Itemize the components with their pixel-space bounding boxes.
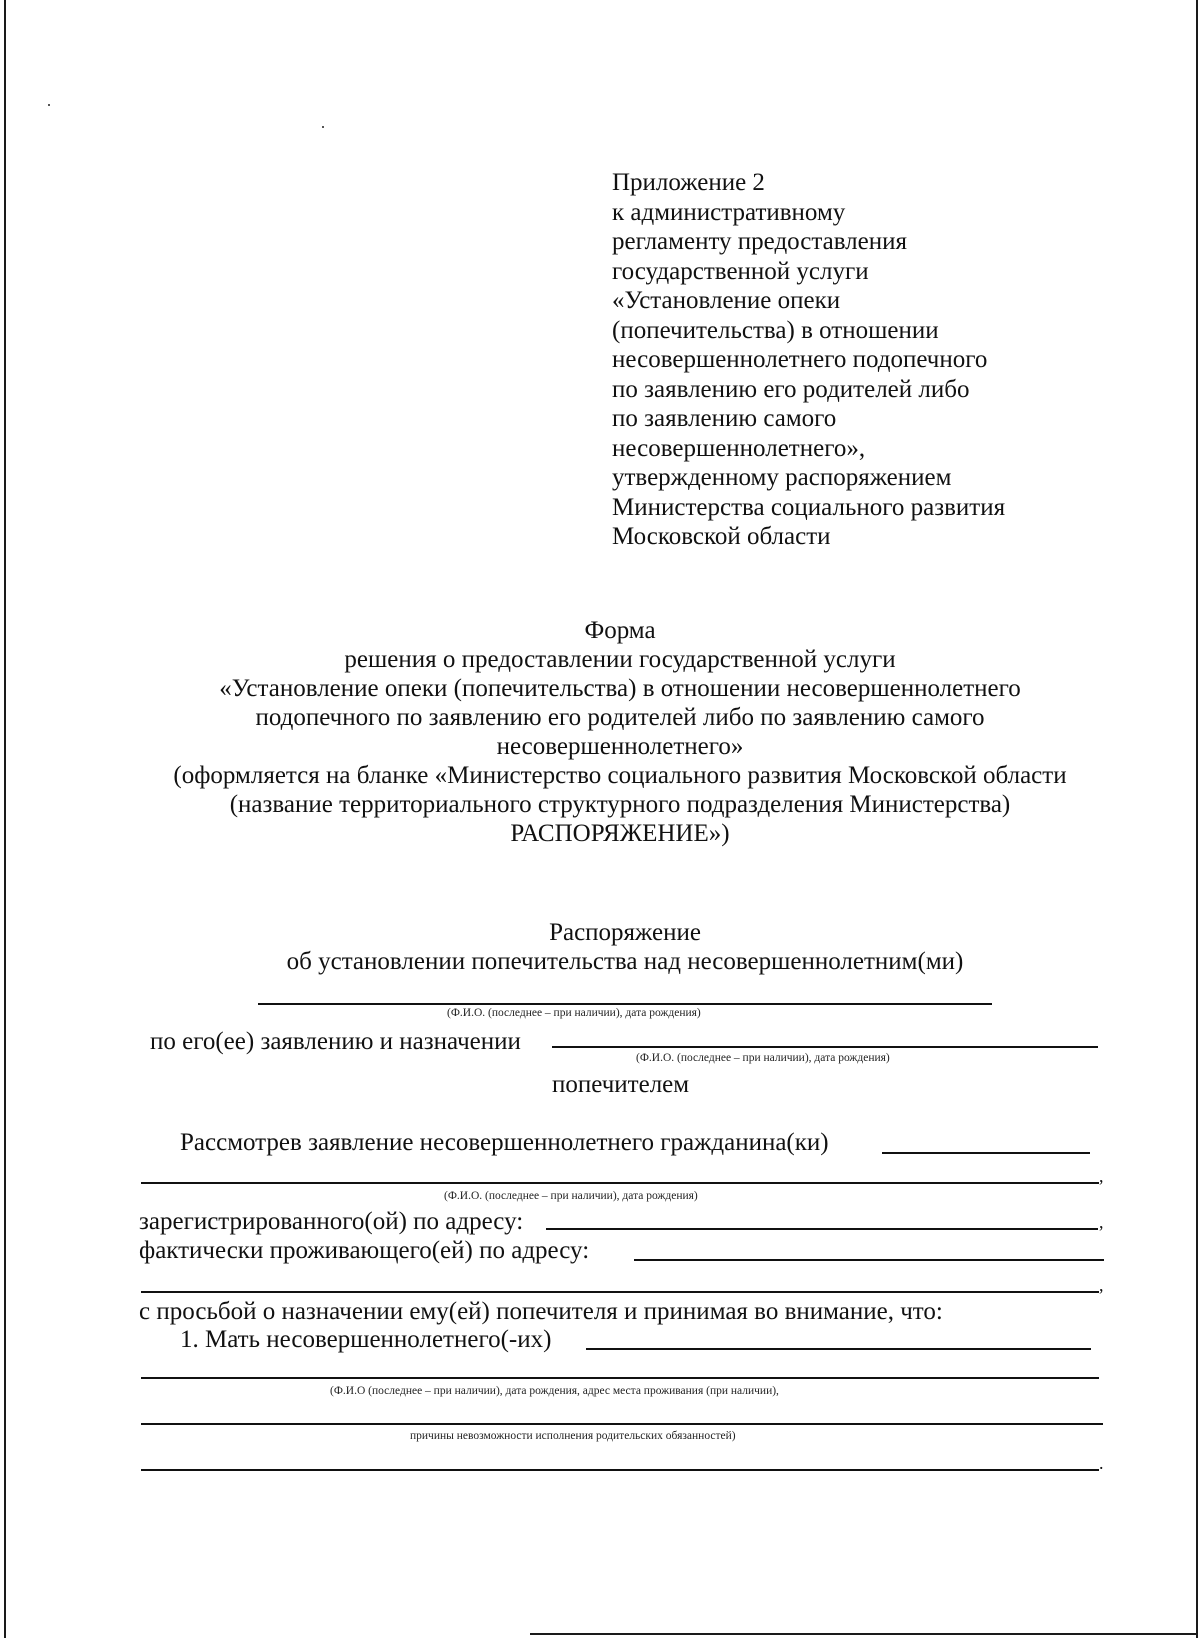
mother-details-field[interactable]: [141, 1377, 1099, 1379]
minor-citizen-field[interactable]: [882, 1152, 1090, 1154]
appendix-line: Приложение 2: [612, 169, 765, 196]
appendix-line: к административному: [612, 198, 846, 226]
form-heading-line: решения о предоставлении государственной услуги: [344, 646, 896, 673]
page-border-bottom: [530, 1633, 1196, 1635]
registered-address-label: зарегистрированного(ой) по адресу:: [139, 1208, 524, 1235]
minor-citizen-field-continued[interactable]: [141, 1182, 1099, 1184]
appendix-line: по заявлению его родителей либо: [612, 375, 970, 403]
appendix-line: несовершеннолетнего подопечного: [612, 346, 988, 373]
minor-name-field[interactable]: [258, 1003, 992, 1005]
appendix-line: несовершеннолетнего»,: [612, 434, 866, 462]
appendix-line: «Установление опеки: [612, 287, 841, 314]
comma: ,: [1099, 1212, 1104, 1232]
scan-speck: [322, 126, 324, 128]
form-heading-line: (оформляется на бланке «Министерство социального развития Московской области: [173, 762, 1067, 789]
order-title-line: Распоряжение: [549, 919, 701, 946]
appendix-line: государственной услуги: [612, 257, 869, 285]
appendix-line: утвержденному распоряжением: [612, 464, 952, 491]
actual-address-field-continued[interactable]: [141, 1291, 1099, 1293]
item-1-label: 1. Мать несовершеннолетнего(-их): [180, 1326, 552, 1353]
request-text: с просьбой о назначении ему(ей) попечителя и принимая во внимание, что:: [139, 1298, 943, 1325]
actual-address-label: фактически проживающего(ей) по адресу:: [139, 1237, 590, 1264]
comma: ,: [1099, 1166, 1104, 1186]
form-heading-line: несовершеннолетнего»: [496, 733, 744, 760]
form-heading-line: Форма: [584, 617, 656, 644]
form-heading-line: РАСПОРЯЖЕНИЕ»): [510, 820, 730, 847]
order-title-line: об установлении попечительства над несовершеннолетним(ми): [286, 948, 964, 975]
appendix-line: по заявлению самого: [612, 405, 837, 432]
caption-fio-dob: (Ф.И.О. (последнее – при наличии), дата рождения): [636, 1052, 890, 1064]
comma: ,: [1099, 1275, 1104, 1295]
mother-name-field[interactable]: [586, 1348, 1091, 1350]
scan-speck: [48, 104, 50, 106]
appendix-line: Московской области: [612, 523, 831, 550]
form-heading-line: (название территориального структурного подразделения Министерства): [229, 791, 1011, 818]
appendix-line: (попечительства) в отношении: [612, 316, 939, 344]
appendix-header: [612, 168, 1092, 552]
by-application-label: по его(ее) заявлению и назначении: [150, 1028, 521, 1055]
appendix-line: регламенту предоставления: [612, 228, 908, 255]
registered-address-field[interactable]: [546, 1228, 1098, 1230]
caption-fio-dob: (Ф.И.О. (последнее – при наличии), дата рождения): [444, 1190, 698, 1202]
actual-address-field[interactable]: [634, 1259, 1104, 1261]
appendix-line: Министерства социального развития: [612, 493, 1006, 521]
caption-reasons: причины невозможности исполнения родительских обязанностей): [410, 1430, 736, 1442]
order-title: [125, 918, 1125, 976]
caption-fio-dob: (Ф.И.О. (последнее – при наличии), дата рождения): [447, 1007, 701, 1019]
form-heading-line: подопечного по заявлению его родителей либо по заявлению самого: [255, 704, 985, 731]
guardian-label: попечителем: [552, 1071, 690, 1098]
reasons-field-continued[interactable]: [141, 1469, 1099, 1471]
page-border-right: [1196, 0, 1198, 1638]
page-border-left: [4, 0, 6, 1638]
form-heading-line: «Установление опеки (попечительства) в отношении несовершеннолетнего: [219, 675, 1021, 702]
form-heading: [120, 616, 1120, 848]
period: .: [1099, 1453, 1104, 1473]
guardian-name-field[interactable]: [552, 1046, 1098, 1048]
reasons-field[interactable]: [141, 1423, 1103, 1425]
considering-label: Рассмотрев заявление несовершеннолетнего гражданина(ки): [180, 1129, 829, 1156]
caption-mother-details: (Ф.И.О (последнее – при наличии), дата рождения, адрес места проживания (при наличии),: [330, 1385, 779, 1397]
